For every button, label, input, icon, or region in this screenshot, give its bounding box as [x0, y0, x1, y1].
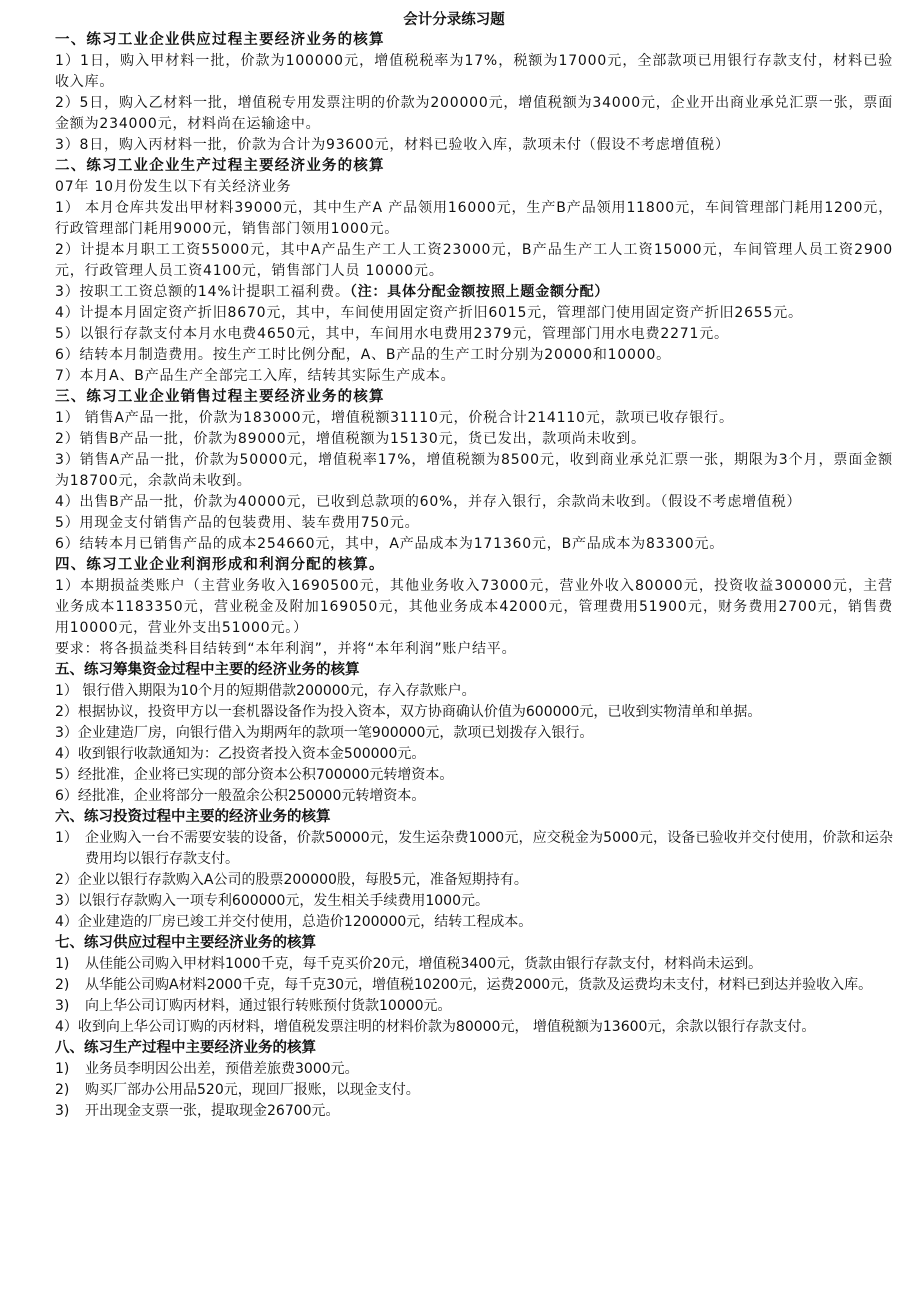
list-item: 1） 本月仓库共发出甲材料39000元，其中生产A 产品领用16000元，生产B产品领用11800元，车间管理部门耗用1200元，行政管理部门耗用9000元，销售部门领用1000元。 — [55, 200, 893, 237]
document-title: 会计分录练习题 — [403, 12, 505, 28]
list-item: 6）结转本月已销售产品的成本254660元，其中，A产品成本为171360元，B产品成本为83300元。 — [55, 536, 725, 552]
section-2 — [55, 156, 893, 387]
item-number: 2) — [55, 1082, 70, 1098]
section-3 — [55, 387, 893, 555]
list-item: 3）以银行存款购入一项专利600000元，发生相关手续费用1000元。 — [55, 893, 489, 909]
item-number: 1) — [55, 956, 70, 972]
list-item: 5）经批准，企业将已实现的部分资本公积700000元转增资本。 — [55, 767, 454, 783]
list-item: 1）1日，购入甲材料一批，价款为100000元，增值税税率为17%，税额为17000元，全部款项已用银行存款支付，材料已验收入库。 — [55, 53, 893, 90]
list-item: 4）出售B产品一批，价款为40000元，已收到总款项的60%，并存入银行，余款尚未收到。（假设不考虑增值税） — [55, 494, 802, 510]
item-text: 业务员李明因公出差，预借差旅费3000元。 — [85, 1061, 359, 1077]
list-item — [55, 282, 893, 303]
item-text: 从佳能公司购入甲材料1000千克，每千克买价20元，增值税3400元，货款由银行存款支付，材料尚未运到。 — [85, 956, 763, 972]
section-heading: 一、练习工业企业供应过程主要经济业务的核算 — [55, 32, 385, 48]
list-item — [55, 1080, 893, 1101]
list-item: 4）计提本月固定资产折旧8670元，其中，车间使用固定资产折旧6015元，管理部门使用固定资产折旧2655元。 — [55, 305, 803, 321]
requirement-text: 要求：将各损益类科目结转到“本年利润”，并将“本年利润”账户结平。 — [55, 641, 517, 657]
list-item — [55, 996, 893, 1017]
item-text: 企业购入一台不需要安装的设备，价款50000元，发生运杂费1000元，应交税金为5000元，设备已验收并交付使用，价款和运杂费用均以银行存款支付。 — [85, 830, 893, 867]
section-1 — [55, 30, 893, 156]
item-text: 向上华公司订购丙材料，通过银行转账预付货款10000元。 — [85, 998, 452, 1014]
list-item: 2）销售B产品一批，价款为89000元，增值税额为15130元，货已发出，款项尚未收到。 — [55, 431, 646, 447]
section-heading: 三、练习工业企业销售过程主要经济业务的核算 — [55, 389, 385, 405]
list-item: 4）收到向上华公司订购的丙材料，增值税发票注明的材料价款为80000元， 增值税额为13600元，余款以银行存款支付。 — [55, 1019, 816, 1035]
item-number: 2) — [55, 977, 70, 993]
list-item: 6）经批准，企业将部分一般盈余公积250000元转增资本。 — [55, 788, 426, 804]
section-7 — [55, 933, 893, 1038]
item-text: 开出现金支票一张，提取现金26700元。 — [85, 1103, 340, 1119]
section-heading: 二、练习工业企业生产过程主要经济业务的核算 — [55, 158, 385, 174]
section-heading: 六、练习投资过程中主要的经济业务的核算 — [55, 809, 331, 825]
list-item: 2）5日，购入乙材料一批，增值税专用发票注明的价款为200000元，增值税额为34000元，企业开出商业承兑汇票一张，票面金额为234000元，材料尚在运输途中。 — [55, 95, 893, 132]
item-number: 3) — [55, 998, 70, 1014]
item-number: 1) — [55, 1061, 70, 1077]
list-item: 2）计提本月职工工资55000元，其中A产品生产工人工资23000元，B产品生产工人工资15000元，车间管理人员工资2900元，行政管理人员工资4100元，销售部门人员 10000元。 — [55, 242, 893, 279]
item-number: 3) — [55, 1103, 70, 1119]
list-item: 7）本月A、B产品生产全部完工入库，结转其实际生产成本。 — [55, 368, 456, 384]
list-item: 4）收到银行收款通知为：乙投资者投入资本金500000元。 — [55, 746, 426, 762]
document-page — [55, 10, 893, 1122]
list-item: 1）本期损益类账户（主营业务收入1690500元，其他业务收入73000元，营业外收入80000元，投资收益300000元，主营业务成本1183350元，营业税金及附加169050元，其他业务成本42000元，管理费用51900元，财务费用2700元，销售费用10000元，营业外支出51000元。） — [55, 578, 893, 636]
list-item — [55, 1059, 893, 1080]
section-4 — [55, 555, 893, 660]
section-intro: 07年 10月份发生以下有关经济业务 — [55, 179, 292, 195]
list-item: 1） 销售A产品一批，价款为183000元，增值税额31110元，价税合计214110元，款项已收存银行。 — [55, 410, 734, 426]
section-5 — [55, 660, 893, 807]
section-8 — [55, 1038, 893, 1122]
list-item: 2）企业以银行存款购入A公司的股票200000股，每股5元，准备短期持有。 — [55, 872, 528, 888]
section-heading: 八、练习生产过程中主要经济业务的核算 — [55, 1040, 316, 1056]
section-heading: 七、练习供应过程中主要经济业务的核算 — [55, 935, 316, 951]
section-heading: 四、练习工业企业利润形成和利润分配的核算。 — [55, 557, 385, 573]
section-6 — [55, 807, 893, 933]
list-item — [55, 975, 893, 996]
list-item: 6）结转本月制造费用。按生产工时比例分配，A、B产品的生产工时分别为20000和10000。 — [55, 347, 671, 363]
list-item: 2）根据协议，投资甲方以一套机器设备作为投入资本，双方协商确认价值为600000元，已收到实物清单和单据。 — [55, 704, 762, 720]
list-item — [55, 1101, 893, 1122]
list-item — [55, 954, 893, 975]
list-item: 4）企业建造的厂房已竣工并交付使用，总造价1200000元，结转工程成本。 — [55, 914, 533, 930]
list-item: 3）销售A产品一批，价款为50000元，增值税率17%，增值税额为8500元，收到商业承兑汇票一张，期限为3个月，票面金额为18700元，余款尚未收到。 — [55, 452, 893, 489]
item-note: （注：具体分配金额按照上题金额分配） — [349, 284, 610, 300]
list-item — [55, 828, 893, 870]
item-text: 购买厂部办公用品520元，现回厂报账，以现金支付。 — [85, 1082, 420, 1098]
item-number: 1） — [55, 830, 78, 846]
list-item: 5）用现金支付销售产品的包装费用、装车费用750元。 — [55, 515, 420, 531]
item-text: 3）按职工工资总额的14%计提职工福利费。 — [55, 284, 350, 300]
list-item: 3）企业建造厂房，向银行借入为期两年的款项一笔900000元，款项已划拨存入银行。 — [55, 725, 594, 741]
list-item: 5）以银行存款支付本月水电费4650元，其中，车间用水电费用2379元，管理部门用水电费2271元。 — [55, 326, 729, 342]
section-heading: 五、练习筹集资金过程中主要的经济业务的核算 — [55, 662, 360, 678]
item-text: 从华能公司购A材料2000千克，每千克30元，增值税10200元，运费2000元，货款及运费均未支付，材料已到达并验收入库。 — [85, 977, 873, 993]
list-item: 1） 银行借入期限为10个月的短期借款200000元，存入存款账户。 — [55, 683, 476, 699]
list-item: 3）8日，购入丙材料一批，价款为合计为93600元，材料已验收入库，款项未付（假设不考虑增值税） — [55, 137, 730, 153]
